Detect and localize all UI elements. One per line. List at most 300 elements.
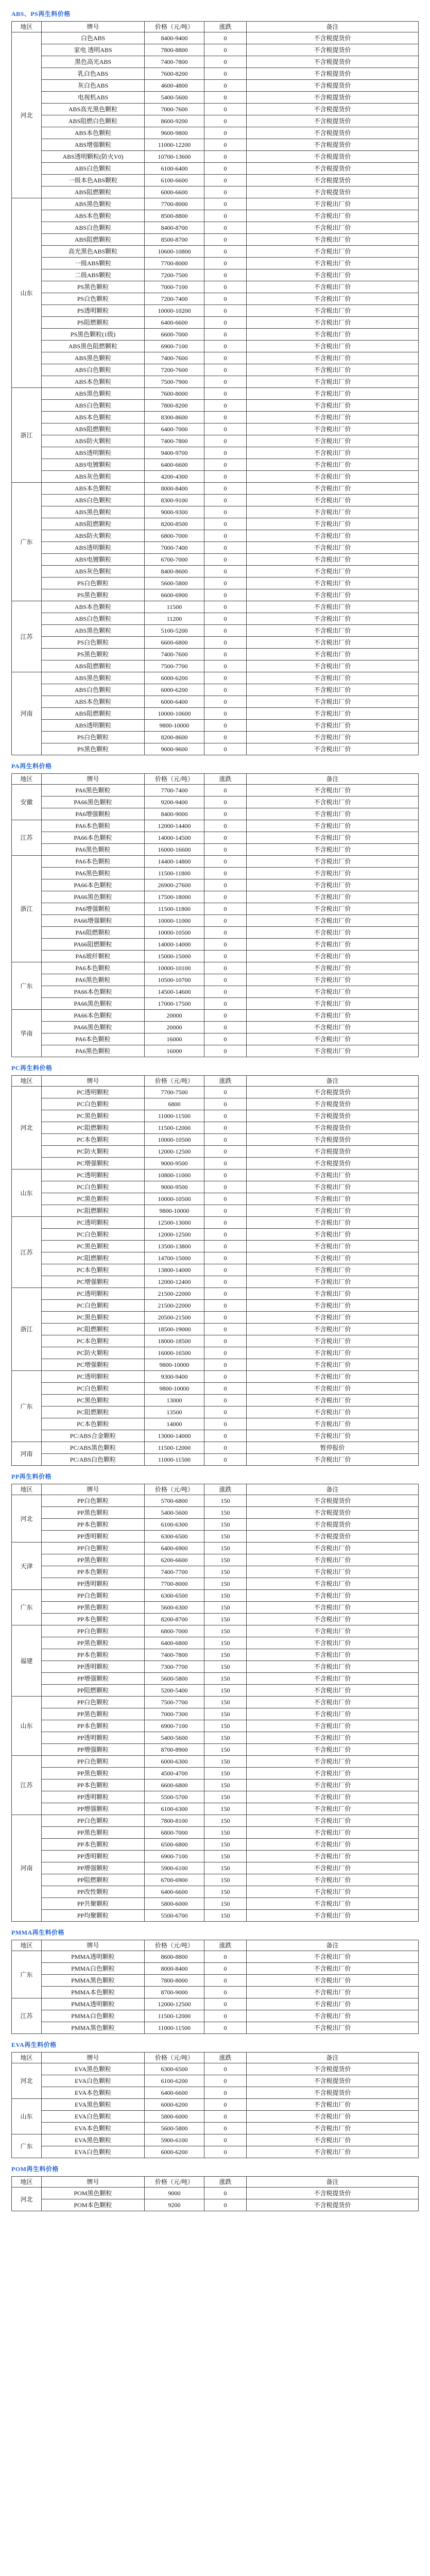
note-cell: 不含税出厂价: [247, 808, 419, 820]
grade-cell: ABS透明颗粒(防火V0): [42, 151, 145, 163]
region-cell: 浙江: [12, 1288, 42, 1371]
price-cell: 6000-6200: [145, 684, 204, 696]
change-cell: 0: [204, 1998, 247, 2010]
table-row: [12, 1110, 419, 1122]
change-cell: 0: [204, 927, 247, 939]
region-cell: 江苏: [12, 820, 42, 856]
grade-cell: ABS黑色阻燃颗粒: [42, 341, 145, 352]
table-row: [12, 796, 419, 808]
grade-cell: PS黑色颗粒: [42, 649, 145, 660]
change-cell: 0: [204, 198, 247, 210]
grade-cell: PA6黑色颗粒: [42, 868, 145, 879]
price-cell: 7300-7700: [145, 1661, 204, 1673]
table-row: [12, 962, 419, 974]
price-cell: 5400-5600: [145, 92, 204, 104]
column-header: 地区: [12, 22, 42, 32]
change-cell: 0: [204, 187, 247, 198]
column-header: 涨跌: [204, 2177, 247, 2188]
change-cell: 0: [204, 1045, 247, 1057]
price-cell: 11500-11800: [145, 903, 204, 915]
price-cell: 5600-5800: [145, 578, 204, 589]
column-header: 备注: [247, 2177, 419, 2188]
change-cell: 150: [204, 1614, 247, 1625]
price-cell: 8300-9100: [145, 495, 204, 506]
price-cell: 11000-11500: [145, 1454, 204, 1466]
price-cell: 7700-7400: [145, 785, 204, 796]
change-cell: 0: [204, 400, 247, 412]
price-cell: 6300-6500: [145, 2063, 204, 2075]
change-cell: 0: [204, 832, 247, 844]
note-cell: 不含税出厂价: [247, 542, 419, 554]
table-row: [12, 732, 419, 743]
note-cell: 不含税出厂价: [247, 1590, 419, 1602]
note-cell: 不含税提货价: [247, 1507, 419, 1519]
price-cell: 5600-6300: [145, 1602, 204, 1614]
change-cell: 0: [204, 856, 247, 868]
price-cell: 6800-7000: [145, 1827, 204, 1839]
grade-cell: 一级ABS颗粒: [42, 258, 145, 269]
table-row: [12, 495, 419, 506]
note-cell: 不含税出厂价: [247, 743, 419, 755]
table-row: [12, 1507, 419, 1519]
price-cell: 5500-5700: [145, 1791, 204, 1803]
price-cell: 16000-16600: [145, 844, 204, 856]
section-pom: [0, 2158, 430, 2211]
note-cell: 不含税出厂价: [247, 2111, 419, 2123]
note-cell: 不含税提货价: [247, 115, 419, 127]
note-cell: 暂停报价: [247, 1442, 419, 1454]
table-row: [12, 2146, 419, 2158]
grade-cell: PA6本色颗粒: [42, 1033, 145, 1045]
change-cell: 0: [204, 518, 247, 530]
change-cell: 0: [204, 974, 247, 986]
change-cell: 0: [204, 2099, 247, 2111]
price-cell: 10000-11000: [145, 915, 204, 927]
price-cell: 6300-6500: [145, 1590, 204, 1602]
region-cell: 浙江: [12, 856, 42, 962]
region-cell: 江苏: [12, 601, 42, 672]
table-row: [12, 720, 419, 732]
grade-cell: ABS白色颗粒: [42, 613, 145, 625]
table-row: [12, 927, 419, 939]
note-cell: 不含税提货价: [247, 1087, 419, 1098]
table-row: [12, 1649, 419, 1661]
change-cell: 0: [204, 530, 247, 542]
grade-cell: PP增强颗粒: [42, 1673, 145, 1685]
price-cell: 5500-6700: [145, 1910, 204, 1922]
price-cell: 6400-7000: [145, 423, 204, 435]
table-row: [12, 151, 419, 163]
note-cell: 不含税出厂价: [247, 1862, 419, 1874]
change-cell: 0: [204, 1193, 247, 1205]
grade-cell: ABS白色颗粒: [42, 684, 145, 696]
note-cell: 不含税出厂价: [247, 566, 419, 578]
grade-cell: PP增强颗粒: [42, 1803, 145, 1815]
table-row: [12, 1217, 419, 1229]
change-cell: 150: [204, 1673, 247, 1685]
section-title: PA再生料价格: [11, 762, 52, 770]
table-row: [12, 198, 419, 210]
table-row: [12, 518, 419, 530]
price-cell: 5700-6800: [145, 1495, 204, 1507]
change-cell: 0: [204, 1158, 247, 1170]
price-cell: 6700-6900: [145, 1874, 204, 1886]
note-cell: 不含税出厂价: [247, 927, 419, 939]
table-row: [12, 1087, 419, 1098]
note-cell: 不含税出厂价: [247, 1661, 419, 1673]
change-cell: 0: [204, 1205, 247, 1217]
note-cell: 不含税出厂价: [247, 1430, 419, 1442]
price-cell: 7800-8200: [145, 400, 204, 412]
grade-cell: PS黑色颗粒: [42, 743, 145, 755]
table-row: [12, 2063, 419, 2075]
note-cell: 不含税出厂价: [247, 1614, 419, 1625]
note-cell: 不含税出厂价: [247, 1851, 419, 1862]
table-row: [12, 1898, 419, 1910]
section-pc: [0, 1057, 430, 1466]
change-cell: 0: [204, 1442, 247, 1454]
change-cell: 150: [204, 1744, 247, 1756]
grade-cell: ABS防火颗粒: [42, 435, 145, 447]
grade-cell: PC阻燃颗粒: [42, 1406, 145, 1418]
grade-cell: PC黑色颗粒: [42, 1312, 145, 1324]
grade-cell: PC白色颗粒: [42, 1300, 145, 1312]
grade-cell: PC增强颗粒: [42, 1359, 145, 1371]
grade-cell: ABS高光黑色颗粒: [42, 104, 145, 115]
price-cell: 16000: [145, 1033, 204, 1045]
change-cell: 150: [204, 1519, 247, 1531]
column-header: 备注: [247, 1940, 419, 1951]
price-cell: 7400-7800: [145, 56, 204, 68]
table-row: [12, 613, 419, 625]
change-cell: 0: [204, 139, 247, 151]
price-cell: 5400-5600: [145, 1507, 204, 1519]
column-header: 牌号: [42, 2053, 145, 2063]
column-header: 涨跌: [204, 1484, 247, 1495]
grade-cell: PP阻燃颗粒: [42, 1874, 145, 1886]
column-header: 涨跌: [204, 774, 247, 785]
note-cell: 不含税出厂价: [247, 951, 419, 962]
note-cell: 不含税出厂价: [247, 1229, 419, 1241]
grade-cell: ABS本色颗粒: [42, 696, 145, 708]
grade-cell: PA6黑色颗粒: [42, 1045, 145, 1057]
region-cell: 广东: [12, 2134, 42, 2158]
table-row: [12, 1803, 419, 1815]
change-cell: 150: [204, 1543, 247, 1554]
table-row: [12, 175, 419, 187]
change-cell: 0: [204, 1087, 247, 1098]
note-cell: 不含税出厂价: [247, 2022, 419, 2034]
grade-cell: PC黑色颗粒: [42, 1193, 145, 1205]
region-cell: 河南: [12, 1815, 42, 1922]
note-cell: 不含税出厂价: [247, 649, 419, 660]
note-cell: 不含税出厂价: [247, 1780, 419, 1791]
price-cell: 16000-16500: [145, 1347, 204, 1359]
table-row: [12, 423, 419, 435]
grade-cell: PP增强颗粒: [42, 1744, 145, 1756]
note-cell: 不含税出厂价: [247, 1359, 419, 1371]
table-row: [12, 1625, 419, 1637]
table-row: [12, 92, 419, 104]
table-row: [12, 1791, 419, 1803]
change-cell: 0: [204, 554, 247, 566]
table-row: [12, 1519, 419, 1531]
region-cell: 广东: [12, 483, 42, 601]
grade-cell: PP共聚颗粒: [42, 1898, 145, 1910]
price-cell: 6400-6600: [145, 317, 204, 329]
change-cell: 150: [204, 1898, 247, 1910]
change-cell: 0: [204, 732, 247, 743]
note-cell: 不含税出厂价: [247, 696, 419, 708]
change-cell: 0: [204, 2010, 247, 2022]
note-cell: 不含税提货价: [247, 139, 419, 151]
grade-cell: POM黑色颗粒: [42, 2188, 145, 2199]
column-header: 地区: [12, 774, 42, 785]
table-row: [12, 1288, 419, 1300]
note-cell: 不含税提货价: [247, 1146, 419, 1158]
price-cell: 7400-7700: [145, 1566, 204, 1578]
note-cell: 不含税出厂价: [247, 1022, 419, 1033]
table-row: [12, 1543, 419, 1554]
grade-cell: PP黑色颗粒: [42, 1827, 145, 1839]
change-cell: 0: [204, 115, 247, 127]
note-cell: 不含税出厂价: [247, 844, 419, 856]
grade-cell: PP黑色颗粒: [42, 1637, 145, 1649]
note-cell: 不含税出厂价: [247, 2134, 419, 2146]
change-cell: 0: [204, 210, 247, 222]
note-cell: 不含税提货价: [247, 2075, 419, 2087]
note-cell: 不含税出厂价: [247, 820, 419, 832]
table-row: [12, 1554, 419, 1566]
note-cell: 不含税提货价: [247, 151, 419, 163]
note-cell: 不含税出厂价: [247, 1951, 419, 1963]
price-cell: 6800-7000: [145, 1625, 204, 1637]
grade-cell: PS黑色颗粒: [42, 589, 145, 601]
table-row: [12, 2099, 419, 2111]
grade-cell: PC透明颗粒: [42, 1087, 145, 1098]
grade-cell: PA6本色颗粒: [42, 820, 145, 832]
table-row: [12, 589, 419, 601]
price-cell: 6000-6200: [145, 2099, 204, 2111]
change-cell: 150: [204, 1803, 247, 1815]
region-cell: 江苏: [12, 1756, 42, 1815]
grade-cell: PA6本色颗粒: [42, 962, 145, 974]
grade-cell: PMMA透明颗粒: [42, 1951, 145, 1963]
note-cell: 不含税出厂价: [247, 376, 419, 388]
grade-cell: ABS黑色颗粒: [42, 672, 145, 684]
note-cell: 不含税出厂价: [247, 601, 419, 613]
change-cell: 150: [204, 1685, 247, 1697]
price-cell: 10000-10500: [145, 1134, 204, 1146]
note-cell: 不含税出厂价: [247, 1910, 419, 1922]
grade-cell: PP黑色颗粒: [42, 1507, 145, 1519]
table-row: [12, 1312, 419, 1324]
note-cell: 不含税出厂价: [247, 1578, 419, 1590]
table-row: [12, 412, 419, 423]
column-header: 牌号: [42, 774, 145, 785]
table-row: [12, 1324, 419, 1335]
grade-cell: PS黑色颗粒: [42, 281, 145, 293]
grade-cell: PS白色颗粒: [42, 578, 145, 589]
table-row: [12, 1862, 419, 1874]
note-cell: 不含税提货价: [247, 2188, 419, 2199]
grade-cell: PC增强颗粒: [42, 1158, 145, 1170]
grade-cell: PA66黑色颗粒: [42, 1022, 145, 1033]
region-cell: 山东: [12, 2099, 42, 2134]
note-cell: 不含税出厂价: [247, 2010, 419, 2022]
column-header: 价格（元/吨）: [145, 1484, 204, 1495]
change-cell: 0: [204, 1975, 247, 1987]
price-cell: 7000-7300: [145, 1708, 204, 1720]
price-cell: 9000-9500: [145, 1181, 204, 1193]
grade-cell: EVA白色颗粒: [42, 2075, 145, 2087]
note-cell: 不含税出厂价: [247, 1803, 419, 1815]
note-cell: 不含税出厂价: [247, 1708, 419, 1720]
note-cell: 不含税出厂价: [247, 1241, 419, 1252]
change-cell: 0: [204, 785, 247, 796]
note-cell: 不含税出厂价: [247, 637, 419, 649]
price-cell: 10800-11000: [145, 1170, 204, 1181]
note-cell: 不含税出厂价: [247, 234, 419, 246]
change-cell: 0: [204, 986, 247, 998]
region-cell: 河南: [12, 1442, 42, 1466]
change-cell: 0: [204, 1010, 247, 1022]
price-cell: 9000-9600: [145, 743, 204, 755]
price-cell: 8400-9000: [145, 808, 204, 820]
grade-cell: ABS电镀颗粒: [42, 554, 145, 566]
grade-cell: PC阻燃颗粒: [42, 1252, 145, 1264]
note-cell: 不含税出厂价: [247, 364, 419, 376]
grade-cell: ABS阻燃颗粒: [42, 708, 145, 720]
grade-cell: PMMA白色颗粒: [42, 2010, 145, 2022]
table-row: [12, 785, 419, 796]
note-cell: 不含税出厂价: [247, 1347, 419, 1359]
price-cell: 9800-10000: [145, 1205, 204, 1217]
price-cell: 6100-6400: [145, 163, 204, 175]
note-cell: 不含税出厂价: [247, 246, 419, 258]
table-row: [12, 1098, 419, 1110]
change-cell: 150: [204, 1495, 247, 1507]
note-cell: 不含税提货价: [247, 1519, 419, 1531]
grade-cell: PP黑色颗粒: [42, 1554, 145, 1566]
note-cell: 不含税出厂价: [247, 1418, 419, 1430]
grade-cell: PP改性颗粒: [42, 1886, 145, 1898]
change-cell: 0: [204, 281, 247, 293]
note-cell: 不含税出厂价: [247, 1637, 419, 1649]
section-title: ABS、PS再生料价格: [11, 10, 71, 18]
grade-cell: PC本色颗粒: [42, 1264, 145, 1276]
note-cell: 不含税出厂价: [247, 1193, 419, 1205]
column-header: 牌号: [42, 22, 145, 32]
table-row: [12, 435, 419, 447]
note-cell: 不含税提货价: [247, 32, 419, 44]
change-cell: 150: [204, 1862, 247, 1874]
note-cell: 不含税出厂价: [247, 986, 419, 998]
price-cell: 9300-9400: [145, 1371, 204, 1383]
grade-cell: PP白色颗粒: [42, 1756, 145, 1768]
price-cell: 7600-8000: [145, 388, 204, 400]
price-cell: 5600-5800: [145, 2123, 204, 2134]
note-cell: 不含税提货价: [247, 1098, 419, 1110]
price-cell: 6600-6800: [145, 637, 204, 649]
price-table: [11, 1075, 419, 1466]
table-row: [12, 1276, 419, 1288]
change-cell: 150: [204, 1649, 247, 1661]
grade-cell: PS黑色颗粒(1级): [42, 329, 145, 341]
price-cell: 11500-11800: [145, 868, 204, 879]
change-cell: 0: [204, 820, 247, 832]
note-cell: 不含税出厂价: [247, 1839, 419, 1851]
grade-cell: ABS灰色颗粒: [42, 471, 145, 483]
grade-cell: ABS黑色颗粒: [42, 198, 145, 210]
change-cell: 0: [204, 1406, 247, 1418]
note-cell: 不含税出厂价: [247, 903, 419, 915]
change-cell: 0: [204, 234, 247, 246]
note-cell: 不含税出厂价: [247, 625, 419, 637]
note-cell: 不含税提货价: [247, 1495, 419, 1507]
price-cell: 6000-6400: [145, 696, 204, 708]
note-cell: 不含税出厂价: [247, 1697, 419, 1708]
change-cell: 150: [204, 1756, 247, 1768]
grade-cell: PC本色颗粒: [42, 1418, 145, 1430]
price-cell: 7500-7900: [145, 376, 204, 388]
note-cell: 不含税出厂价: [247, 1217, 419, 1229]
price-cell: 6800: [145, 1098, 204, 1110]
change-cell: 0: [204, 269, 247, 281]
price-cell: 8300-8600: [145, 412, 204, 423]
price-cell: 10700-13600: [145, 151, 204, 163]
change-cell: 0: [204, 44, 247, 56]
change-cell: 0: [204, 1170, 247, 1181]
price-cell: 7000-7100: [145, 281, 204, 293]
grade-cell: ABS阻燃颗粒: [42, 187, 145, 198]
table-row: [12, 2188, 419, 2199]
change-cell: 0: [204, 495, 247, 506]
column-header: 备注: [247, 1484, 419, 1495]
section-pa: [0, 755, 430, 1057]
grade-cell: ABS白色颗粒: [42, 222, 145, 234]
change-cell: 0: [204, 447, 247, 459]
table-row: [12, 708, 419, 720]
price-cell: 7400-7800: [145, 435, 204, 447]
price-cell: 12000-12500: [145, 1229, 204, 1241]
region-cell: 广东: [12, 962, 42, 1010]
price-cell: 8400-8600: [145, 566, 204, 578]
note-cell: 不含税出厂价: [247, 269, 419, 281]
grade-cell: 一级本色ABS颗粒: [42, 175, 145, 187]
note-cell: 不含税出厂价: [247, 447, 419, 459]
table-row: [12, 388, 419, 400]
grade-cell: 黑色高光ABS: [42, 56, 145, 68]
table-row: [12, 832, 419, 844]
table-row: [12, 1566, 419, 1578]
note-cell: 不含税出厂价: [247, 352, 419, 364]
note-cell: 不含税出厂价: [247, 1720, 419, 1732]
price-cell: 8200-8500: [145, 518, 204, 530]
change-cell: 0: [204, 1324, 247, 1335]
table-row: [12, 1661, 419, 1673]
column-header: 地区: [12, 1484, 42, 1495]
grade-cell: ABS黑色颗粒: [42, 506, 145, 518]
table-row: [12, 1134, 419, 1146]
note-cell: 不含税出厂价: [247, 1732, 419, 1744]
note-cell: 不含税出厂价: [247, 1685, 419, 1697]
price-cell: 20000: [145, 1022, 204, 1033]
table-row: [12, 1720, 419, 1732]
table-header-row: [12, 1940, 419, 1951]
grade-cell: PC透明颗粒: [42, 1170, 145, 1181]
table-row: [12, 80, 419, 92]
